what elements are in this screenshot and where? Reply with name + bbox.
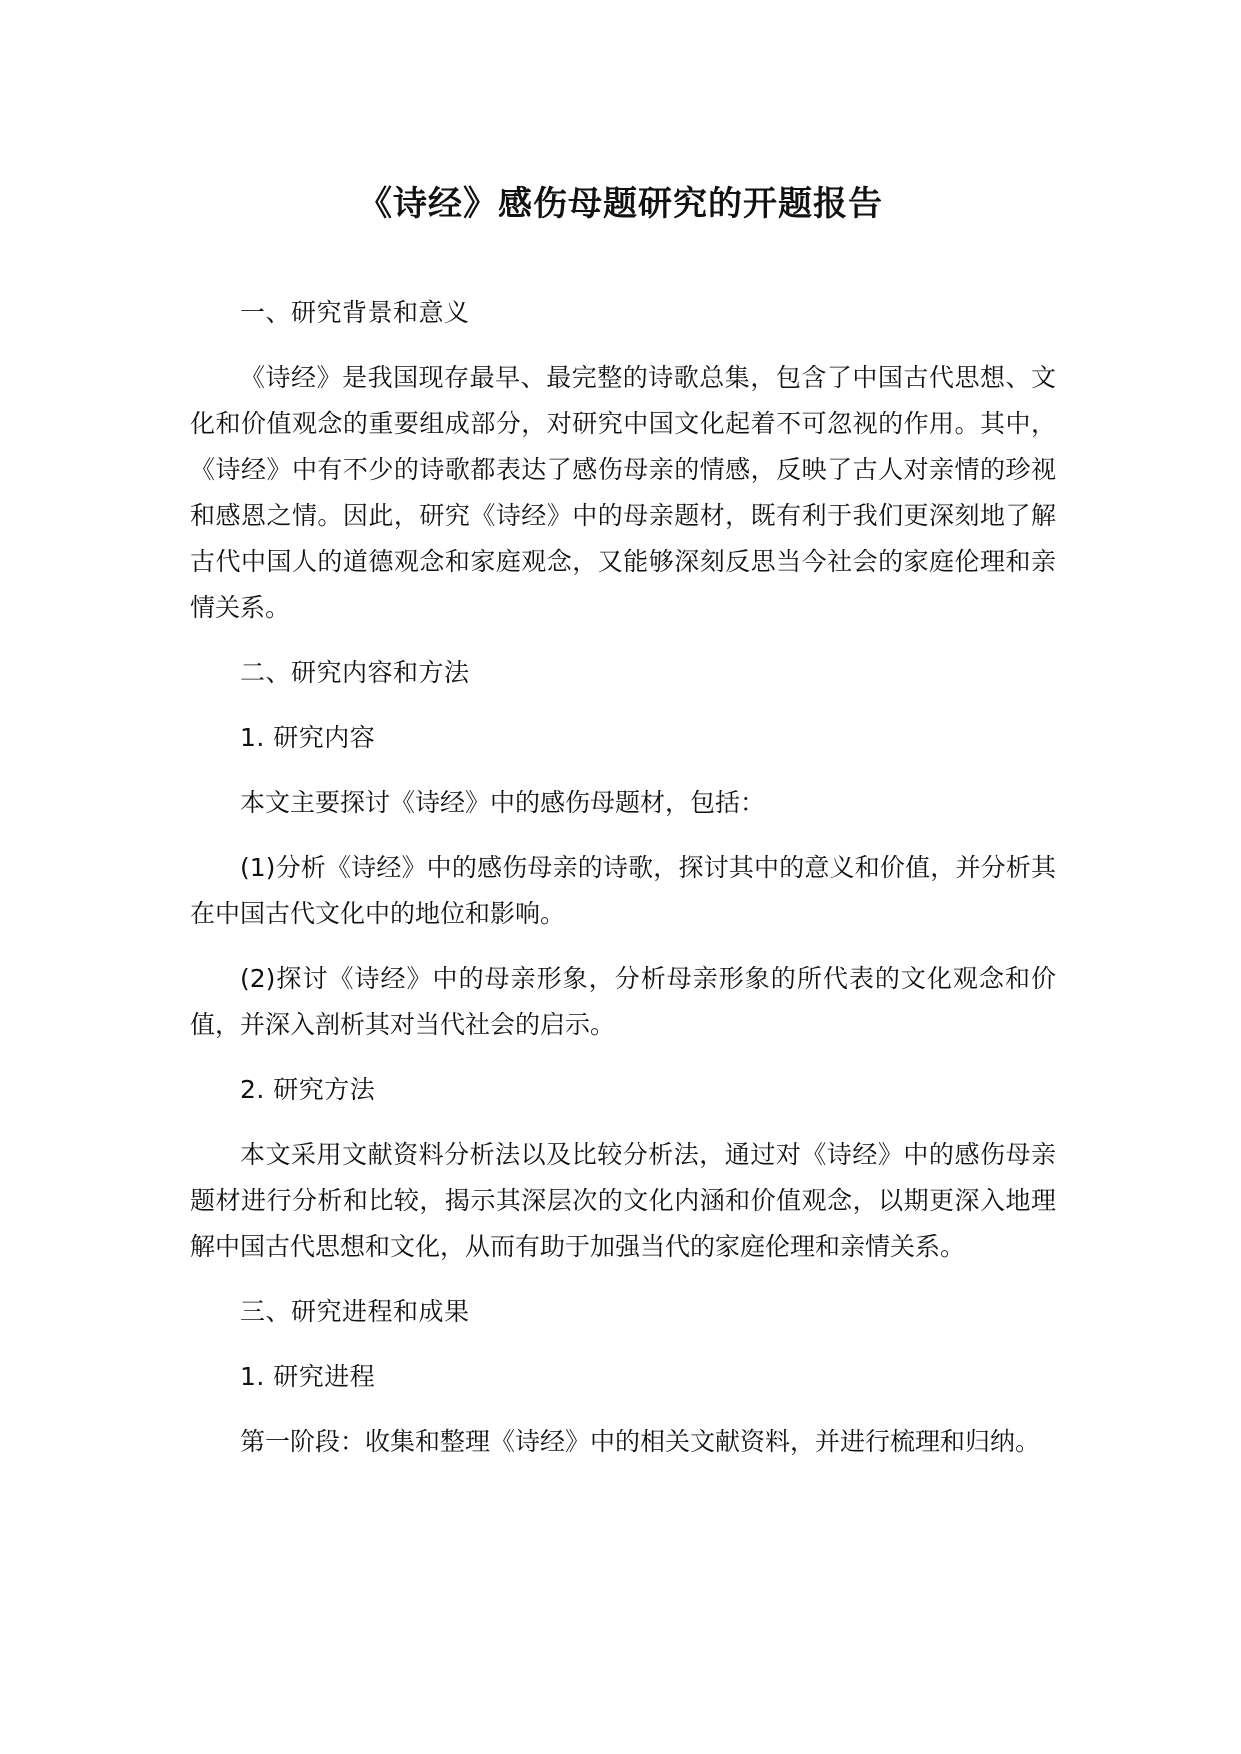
paragraph-content-item-2: (2)探讨《诗经》中的母亲形象，分析母亲形象的所代表的文化观念和价值，并深入剖析其对当代社会的启示。 — [190, 964, 1056, 1039]
paragraph-progress-stage-1: 第一阶段：收集和整理《诗经》中的相关文献资料，并进行梳理和归纳。 — [240, 1427, 1041, 1456]
paragraph-background: 《诗经》是我国现存最早、最完整的诗歌总集，包含了中国古代思想、文化和价值观念的重要组成部分，对研究中国文化起着不可忽视的作用。其中，《诗经》中有不少的诗歌都表达了感伤母亲的情感，反映了古人对亲情的珍视和感恩之情。因此，研究《诗经》中的母亲题材，既有利于我们更深刻地了解古代中国人的道德观念和家庭观念，又能够深刻反思当今社会的家庭伦理和亲情关系。 — [190, 363, 1056, 622]
paragraph-content-item-1: (1)分析《诗经》中的感伤母亲的诗歌，探讨其中的意义和价值，并分析其在中国古代文化中的地位和影响。 — [190, 853, 1056, 928]
section-heading-content-method: 二、研究内容和方法 — [240, 658, 470, 687]
document-body — [190, 290, 1056, 1484]
section-heading-progress: 三、研究进程和成果 — [240, 1297, 470, 1326]
paragraph-content-intro: 本文主要探讨《诗经》中的感伤母题材，包括： — [240, 788, 766, 817]
subheading-research-method: 2. 研究方法 — [240, 1075, 376, 1104]
section-heading-background: 一、研究背景和意义 — [240, 298, 470, 327]
document-title: 《诗经》感伤母题研究的开题报告 — [358, 184, 883, 224]
subheading-research-progress: 1. 研究进程 — [240, 1362, 376, 1391]
paragraph-method: 本文采用文献资料分析法以及比较分析法，通过对《诗经》中的感伤母亲题材进行分析和比较，揭示其深层次的文化内涵和价值观念，以期更深入地理解中国古代思想和文化，从而有助于加强当代的家庭伦理和亲情关系。 — [190, 1140, 1056, 1261]
subheading-research-content: 1. 研究内容 — [240, 723, 376, 752]
